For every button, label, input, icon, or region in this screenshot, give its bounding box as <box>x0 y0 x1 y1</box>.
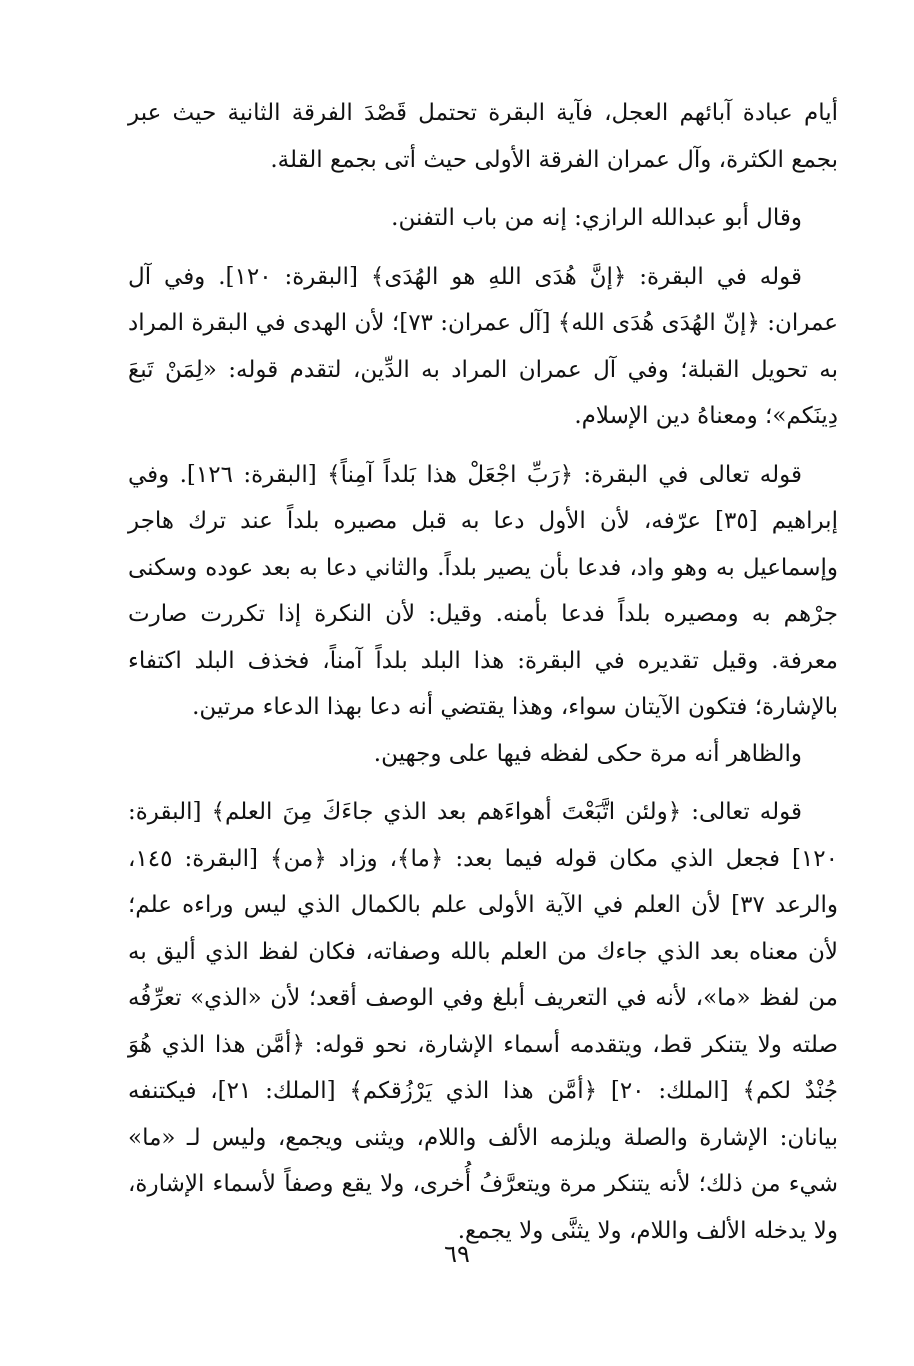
paragraph-4: قوله تعالى في البقرة: ﴿رَبِّ اجْعَلْ هذا بَلداً آمِناً﴾ [البقرة: ١٢٦]. وفي إبراهيم [٣٥] عرّفه، لأن الأول دعا به قبل مصيره بلداً عند ترك هاجر وإسماعيل به وهو واد، فدعا بأن يصير بلداً. والثاني دعا به بعد عوده وسكنى جرْهم به ومصيره بلداً فدعا بأمنه. وقيل: لأن النكرة إذا تكررت صارت معرفة. وقيل تقديره في البقرة: هذا البلد بلداً آمناً، فخذف البلد اكتفاء بالإشارة؛ فتكون الآيتان سواء، وهذا يقتضي أنه دعا بهذا الدعاء مرتين. <box>128 461 838 720</box>
paragraph-gap <box>128 183 838 195</box>
paragraph-3: قوله في البقرة: ﴿إنَّ هُدَى اللهِ هو الهُدَى﴾ [البقرة: ١٢٠]. وفي آل عمران: ﴿إنّ الهُدَى هُدَى الله﴾ [آل عمران: ٧٣]؛ لأن الهدى في البقرة المراد به تحويل القبلة؛ وفي آل عمران المراد به الدِّين، لتقدم قوله: «لِمَنْ تَبعَ دِينَكم»؛ ومعناهُ دين الإسلام. <box>128 263 838 429</box>
page-body <box>128 90 838 1254</box>
paragraph-1: أيام عبادة آبائهم العجل، فآية البقرة تحتمل قَصْدَ الفرقة الثانية حيث عبر بجمع الكثرة، وآل عمران الفرقة الأولى حيث أتى بجمع القلة. <box>128 100 838 173</box>
paragraph-gap <box>128 777 838 789</box>
page-number: ٦٩ <box>444 1240 470 1268</box>
paragraph-gap <box>128 242 838 254</box>
paragraph-2: وقال أبو عبدالله الرازي: إنه من باب التفنن. <box>391 205 802 231</box>
paragraph-5: والظاهر أنه مرة حكى لفظه فيها على وجهين. <box>373 740 802 767</box>
paragraph-6: قوله تعالى: ﴿ولئن اتَّبَعْتَ أهواءَهم بعد الذي جاءَكَ مِنَ العلم﴾ [البقرة: ١٢٠] فجعل الذي مكان قوله فيما بعد: ﴿ما﴾، وزاد ﴿من﴾ [البقرة: ١٤٥، والرعد ٣٧] لأن العلم في الآية الأولى علم بالكمال الذي ليس وراءه علم؛ لأن معناه بعد الذي جاءك من العلم بالله وصفاته، فكان لفظ الذي أليق به من لفظ «ما»، لأنه في التعريف أبلغ وفي الوصف أقعد؛ لأن «الذي» تعرِّفُه صلته ولا يتنكر قط، ويتقدمه أسماء الإشارة، نحو قوله: ﴿أمَّن هذا الذي هُوَ جُنْدٌ لكم﴾ [الملك: ٢٠] ﴿أمَّن هذا الذي يَرْزُقكم﴾ [الملك: ٢١]، فيكتنفه بيانان: الإشارة والصلة ويلزمه الألف واللام، ويثنى ويجمع، وليس لـ «ما» شيء من ذلك؛ لأنه يتنكر مرة ويتعرَّفُ أُخرى، ولا يقع وصفاً لأسماء الإشارة، ولا يدخله الألف واللام، ولا يثنَّى ولا يجمع. <box>128 799 838 1244</box>
paragraph-gap <box>128 440 838 452</box>
